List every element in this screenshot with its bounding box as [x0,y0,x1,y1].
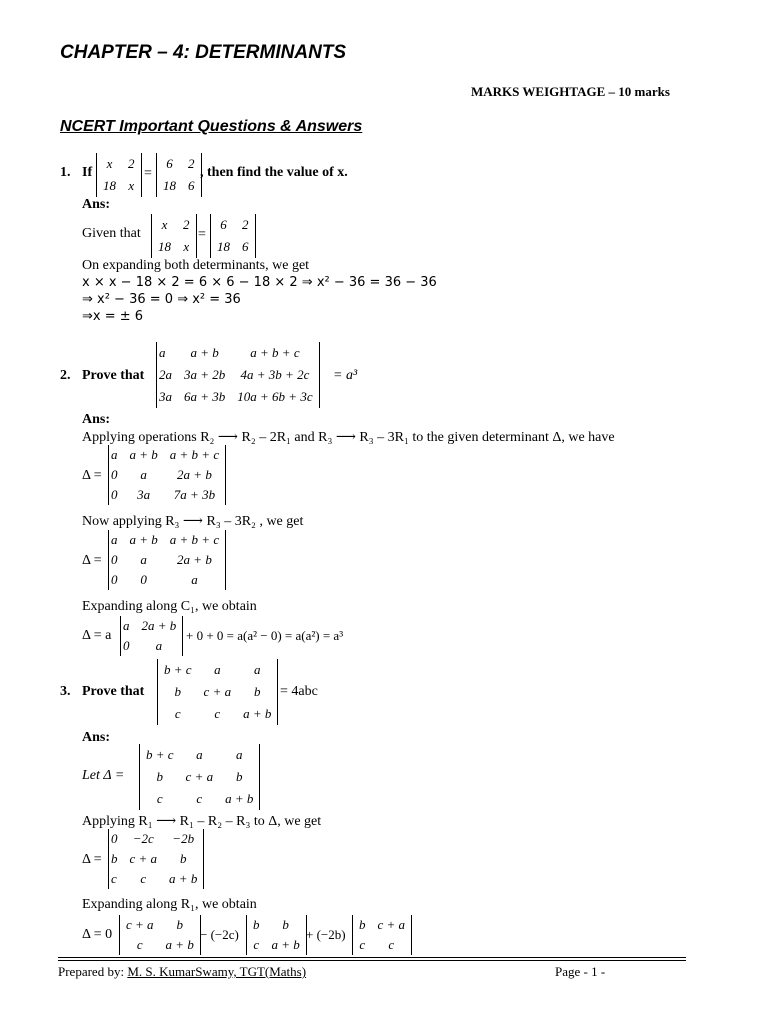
q1-expand-text: On expanding both determinants, we get [82,258,310,273]
q2-det-1: a a + b a + b + c 0 a 2a + b 0 3a 7a + 3b [108,445,226,505]
marks-weightage: MARKS WEIGHTAGE – 10 marks [471,84,670,99]
footer-author: M. S. KumarSwamy, TGT(Maths) [127,964,307,979]
section-heading: NCERT Important Questions & Answers [60,118,363,135]
q3-minor-1: c + a b c a + b [119,915,201,955]
q1-given: Given that [82,226,141,241]
q3-det-1: 0 −2c −2b b c + a b c c a + b [108,829,204,889]
footer-rule-bottom [58,960,686,961]
q1-number: 1. [60,165,71,180]
q1-step-2: ⇒ x² − 36 = 0 ⇒ x² = 36 [82,292,241,307]
footer-rule-top [58,957,686,958]
q2-prove: Prove that [82,368,145,383]
q2-det: a a + b a + b + c 2a 3a + 2b 4a + 3b + 2c 3a 6a + 3b 10a + 6b + 3c [156,342,320,408]
q2-delta-1: Δ = [82,468,102,483]
q2-delta-2: Δ = [82,553,102,568]
q2-op2: Now applying R₃ ⟶ R₃ – 3R₂ , we get [82,514,304,529]
q3-op2: Expanding along R₁, we obtain [82,897,257,912]
q3-minor-2: b b c a + b [246,915,307,955]
q1-det-b: 6 2 18 6 [156,153,202,197]
q3-det: b + c a a b c + a b c c a + b [157,659,278,725]
footer-prepared-label: Prepared by: [58,964,128,979]
footer-page-number: Page - 1 - [555,964,606,979]
footer-prepared [58,964,306,980]
q3-mid-2: + (−2b) [306,927,346,942]
q3-prove: Prove that [82,684,145,699]
q2-ans: Ans: [82,412,111,427]
q1-if: If [82,165,93,180]
q1-det-a: x 2 18 x [96,153,142,197]
q2-exp-b: + 0 + 0 = a(a² − 0) = a(a²) = a³ [186,628,344,643]
q3-mid-1: − (−2c) [200,927,239,942]
q2-rhs: = a³ [333,368,358,383]
q2-det-2: a a + b a + b + c 0 a 2a + b 0 0 a [108,530,226,590]
q3-delta: Δ = [82,852,102,867]
q1-ans-equals: = [198,227,206,242]
q1-ans-det-b: 6 2 18 6 [210,214,256,258]
q1-step-1: x × x − 18 × 2 = 6 × 6 − 18 × 2 ⇒ x² − 36 = 36 − 36 [82,275,437,290]
q2-det-3: a 2a + b 0 a [120,616,183,656]
q3-let: Let Δ = [82,768,125,783]
chapter-title: CHAPTER – 4: DETERMINANTS [60,42,347,63]
q2-exp-a: Δ = a [82,628,112,643]
q3-number: 3. [60,684,71,699]
q2-number: 2. [60,368,71,383]
q3-ans: Ans: [82,730,111,745]
q3-minor-3: b c + a c c [352,915,412,955]
q1-question-tail: , then find the value of x. [200,165,348,180]
q2-op3: Expanding along C₁, we obtain [82,599,257,614]
q1-ans-det-a: x 2 18 x [151,214,197,258]
q3-let-det: b + c a a b c + a b c c a + b [139,744,260,810]
q2-op1: Applying operations R₂ ⟶ R₂ – 2R₁ and R₃ ⟶ R₃ – 3R₁ to the given determinant Δ, we have [82,430,615,445]
q3-op1: Applying R₁ ⟶ R₁ – R₂ – R₃ to Δ, we get [82,814,322,829]
q3-rhs: = 4abc [280,684,318,699]
q3-exp-a: Δ = 0 [82,927,113,942]
q1-step-3: ⇒x = ± 6 [82,309,144,324]
q1-equals: = [144,166,152,181]
q1-ans: Ans: [82,197,111,212]
